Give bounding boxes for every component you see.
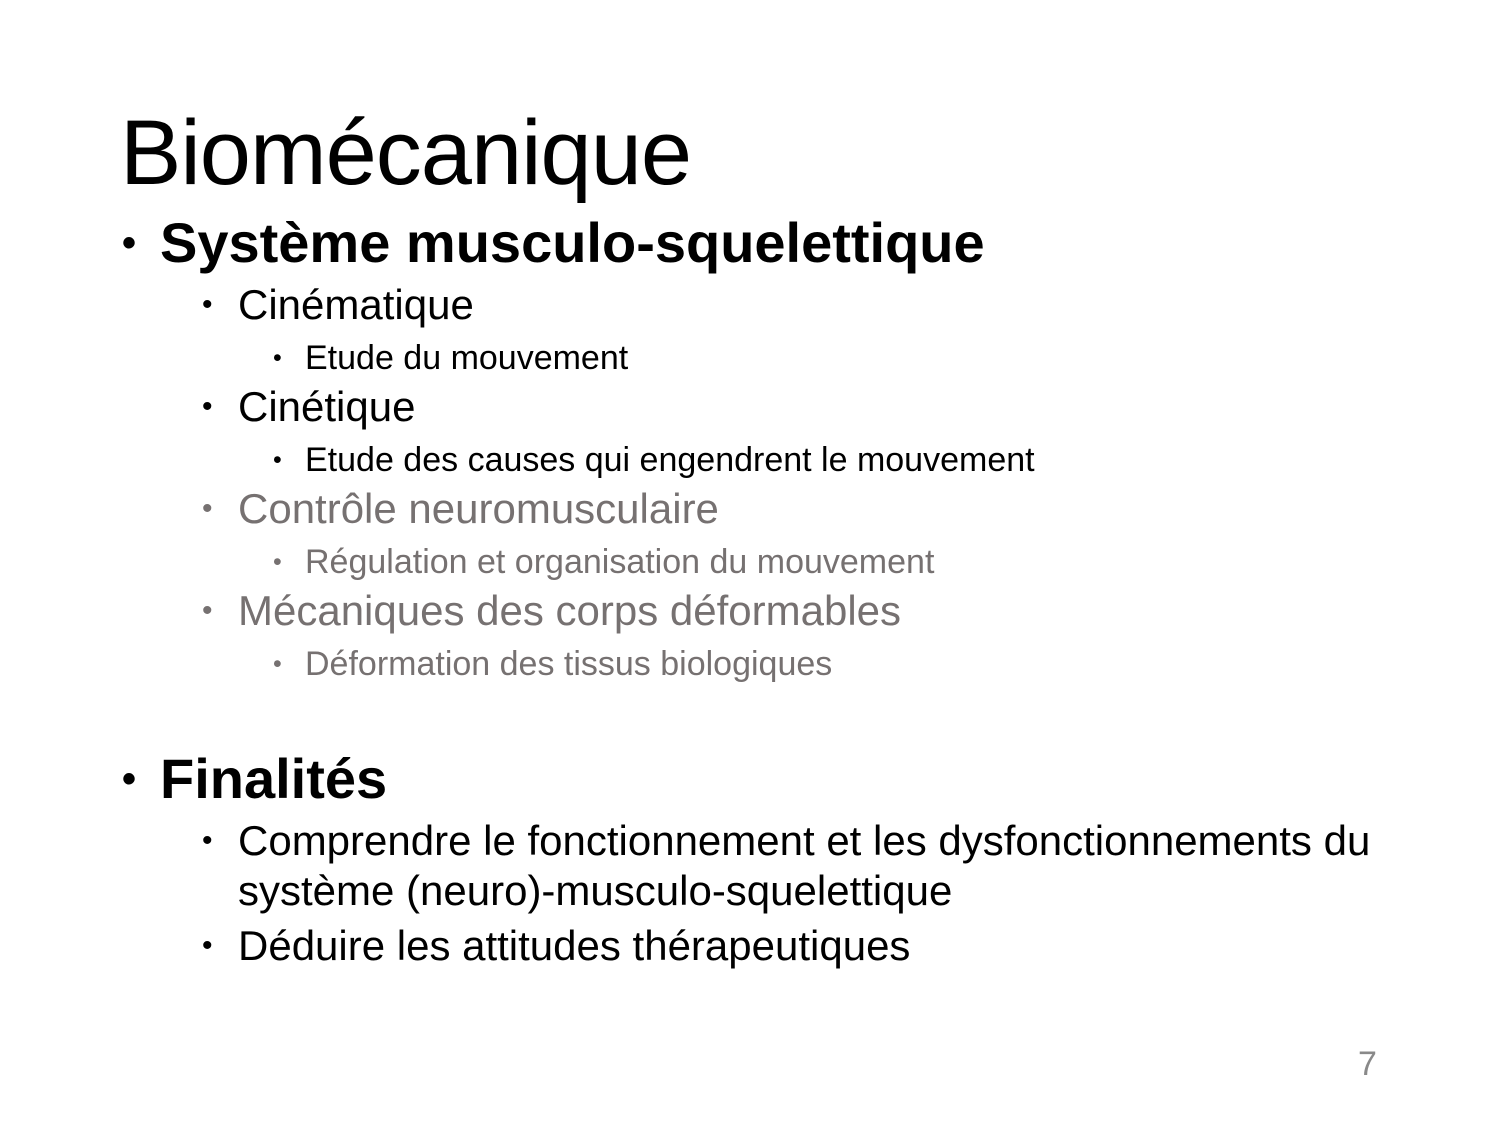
bullet-icon: • [273, 650, 282, 678]
bullet-icon: • [273, 344, 282, 372]
bullet-item [120, 748, 1400, 810]
bullet-text: Régulation et organisation du mouvement [305, 543, 935, 581]
section-spacer [120, 688, 1400, 748]
bullet-text: Mécaniques des corps déformables [238, 587, 902, 634]
bullet-item [120, 539, 1400, 586]
bullet-item [120, 212, 1400, 274]
bullet-text: Etude des causes qui engendrent le mouvement [305, 441, 1035, 479]
bullet-icon: • [202, 390, 213, 423]
bullet-item [120, 437, 1400, 484]
bullet-text: Cinématique [238, 281, 474, 328]
bullet-icon: • [122, 757, 137, 801]
bullet-icon: • [202, 492, 213, 525]
bullet-icon: • [202, 929, 213, 962]
slide-title: Biomécanique [120, 101, 692, 204]
bullet-text: Déformation des tissus biologiques [305, 645, 833, 683]
bullet-icon: • [273, 548, 282, 576]
bullet-item [120, 382, 1400, 432]
bullet-text: Finalités [160, 747, 388, 810]
bullet-icon: • [202, 824, 213, 857]
bullet-text: Contrôle neuromusculaire [238, 485, 719, 532]
bullet-item [120, 921, 1400, 971]
bullet-text: Cinétique [238, 383, 416, 430]
bullet-text: Système musculo-squelettique [160, 211, 985, 274]
bullet-text: Comprendre le fonctionnement et les dysfonctionnements du système (neuro)-musculo-squelettique [238, 817, 1371, 914]
bullet-item [120, 335, 1400, 382]
bullet-icon: • [273, 446, 282, 474]
bullet-item [120, 586, 1400, 636]
bullet-text: Déduire les attitudes thérapeutiques [238, 922, 911, 969]
bullet-icon: • [122, 221, 137, 265]
bullet-icon: • [202, 288, 213, 321]
bullet-text: Etude du mouvement [305, 339, 629, 377]
bullet-item [120, 816, 1400, 916]
page-number: 7 [1358, 1045, 1377, 1083]
bullet-item [120, 484, 1400, 534]
bullet-item [120, 280, 1400, 330]
bullet-item [120, 641, 1400, 688]
bullet-list [120, 212, 1400, 976]
bullet-icon: • [202, 594, 213, 627]
